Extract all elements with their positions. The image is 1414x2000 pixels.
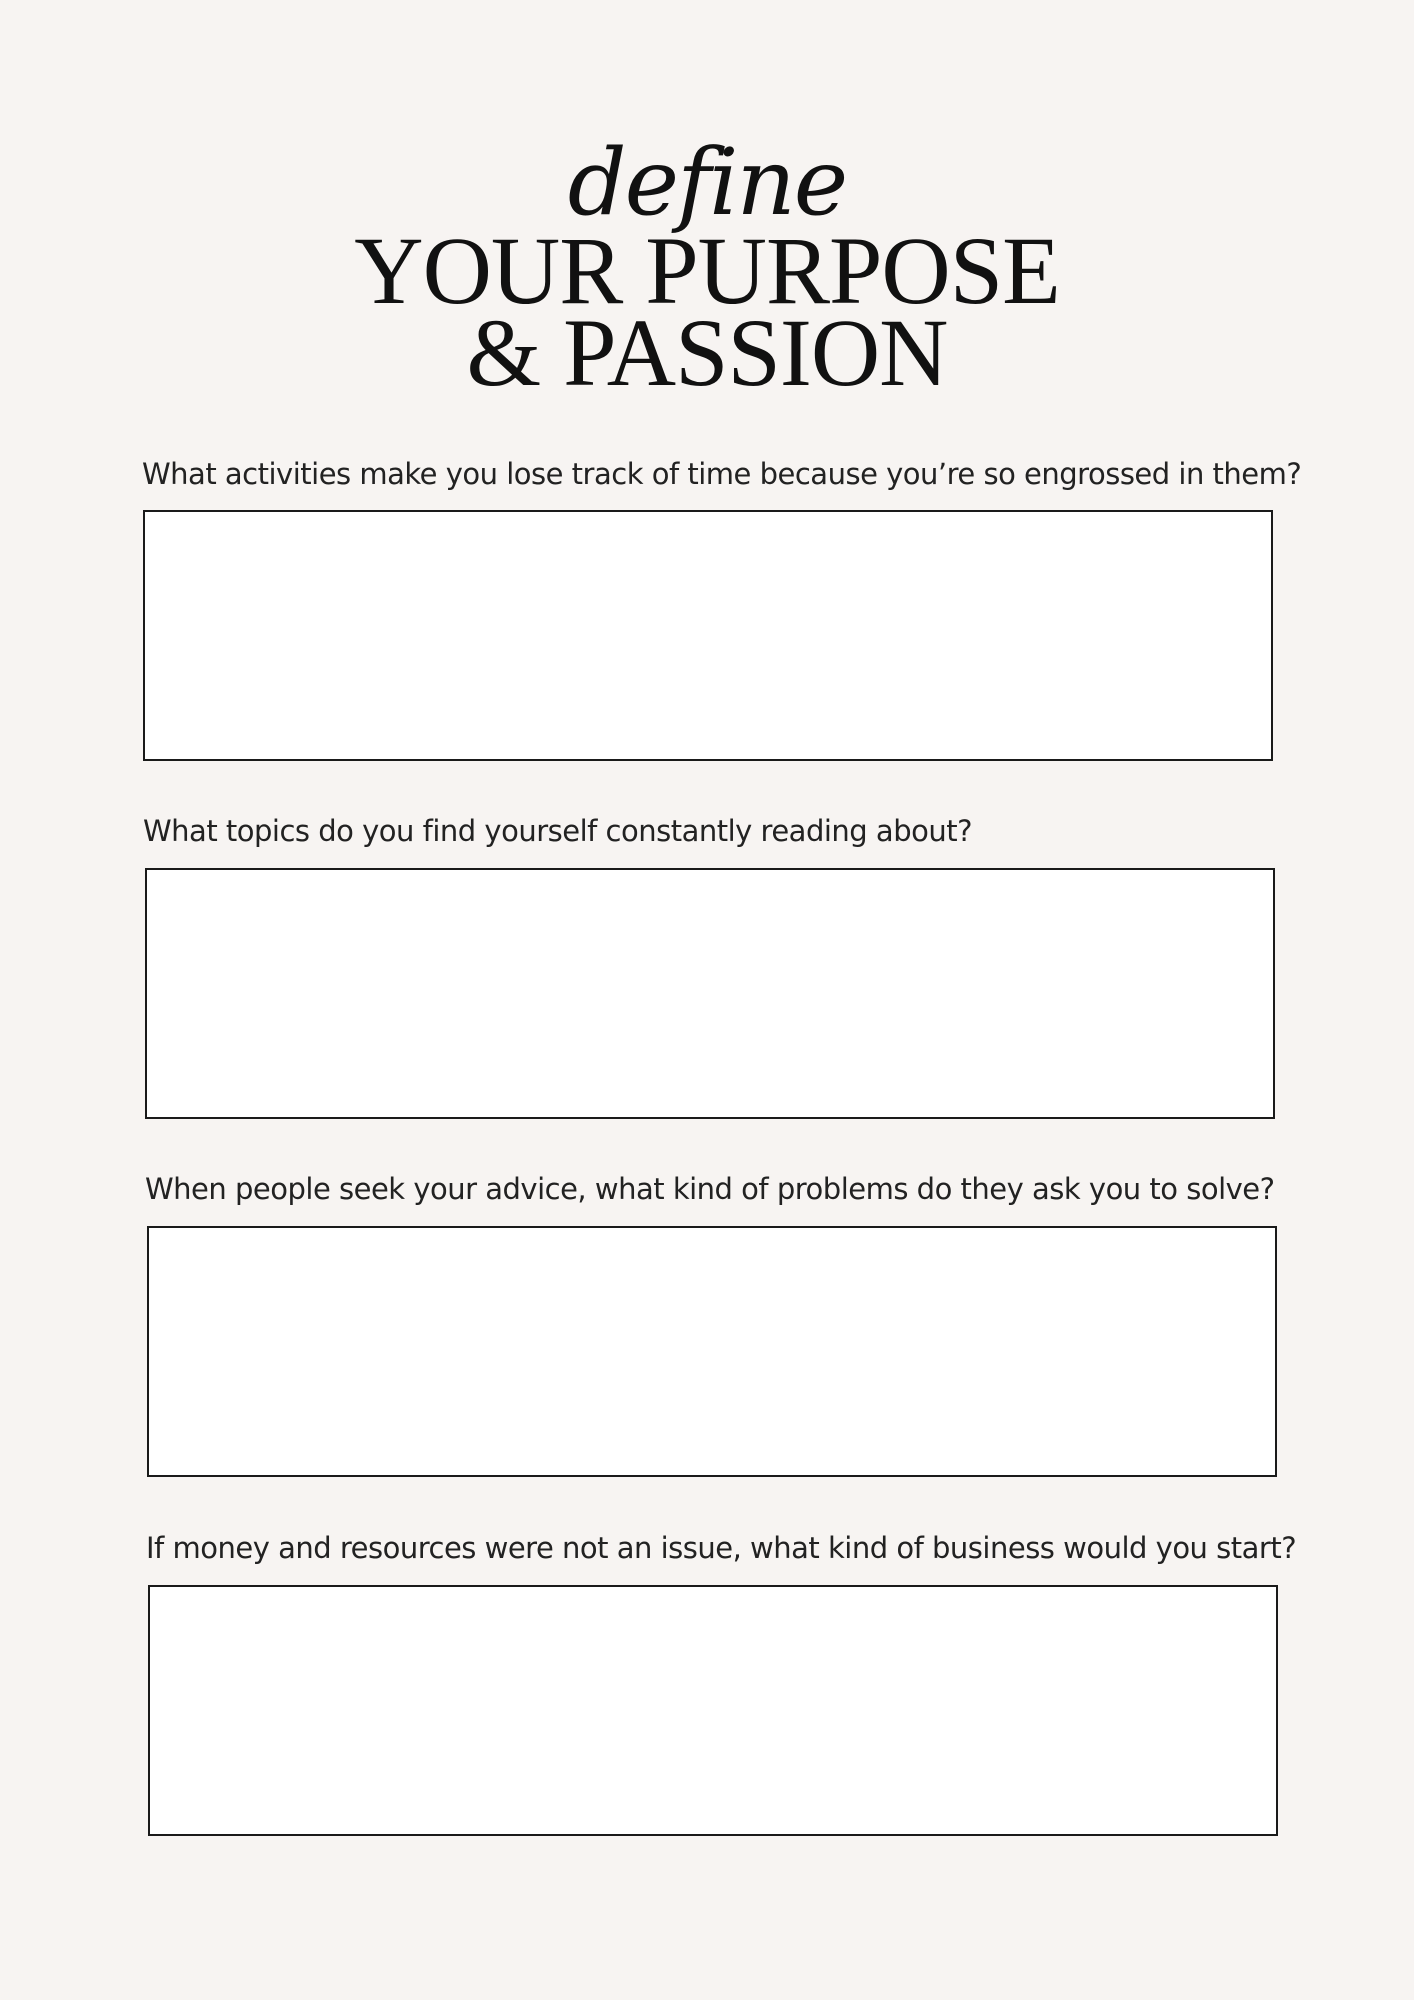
page-title: [0, 129, 1414, 406]
answer-box-2[interactable]: [145, 868, 1275, 1119]
question-1: What activities make you lose track of time because you’re so engrossed in them?: [142, 457, 1302, 491]
answer-box-1[interactable]: [143, 510, 1273, 761]
title-line-1: YOUR PURPOSE: [354, 217, 1060, 324]
question-2: What topics do you find yourself constantly reading about?: [143, 814, 972, 848]
answer-box-4[interactable]: [148, 1585, 1278, 1836]
answer-box-3[interactable]: [147, 1226, 1277, 1477]
title-line-2: & PASSION: [466, 299, 948, 406]
question-4: If money and resources were not an issue, what kind of business would you start?: [146, 1531, 1297, 1565]
question-3: When people seek your advice, what kind of problems do they ask you to solve?: [145, 1172, 1275, 1206]
title-script: define: [567, 129, 847, 236]
